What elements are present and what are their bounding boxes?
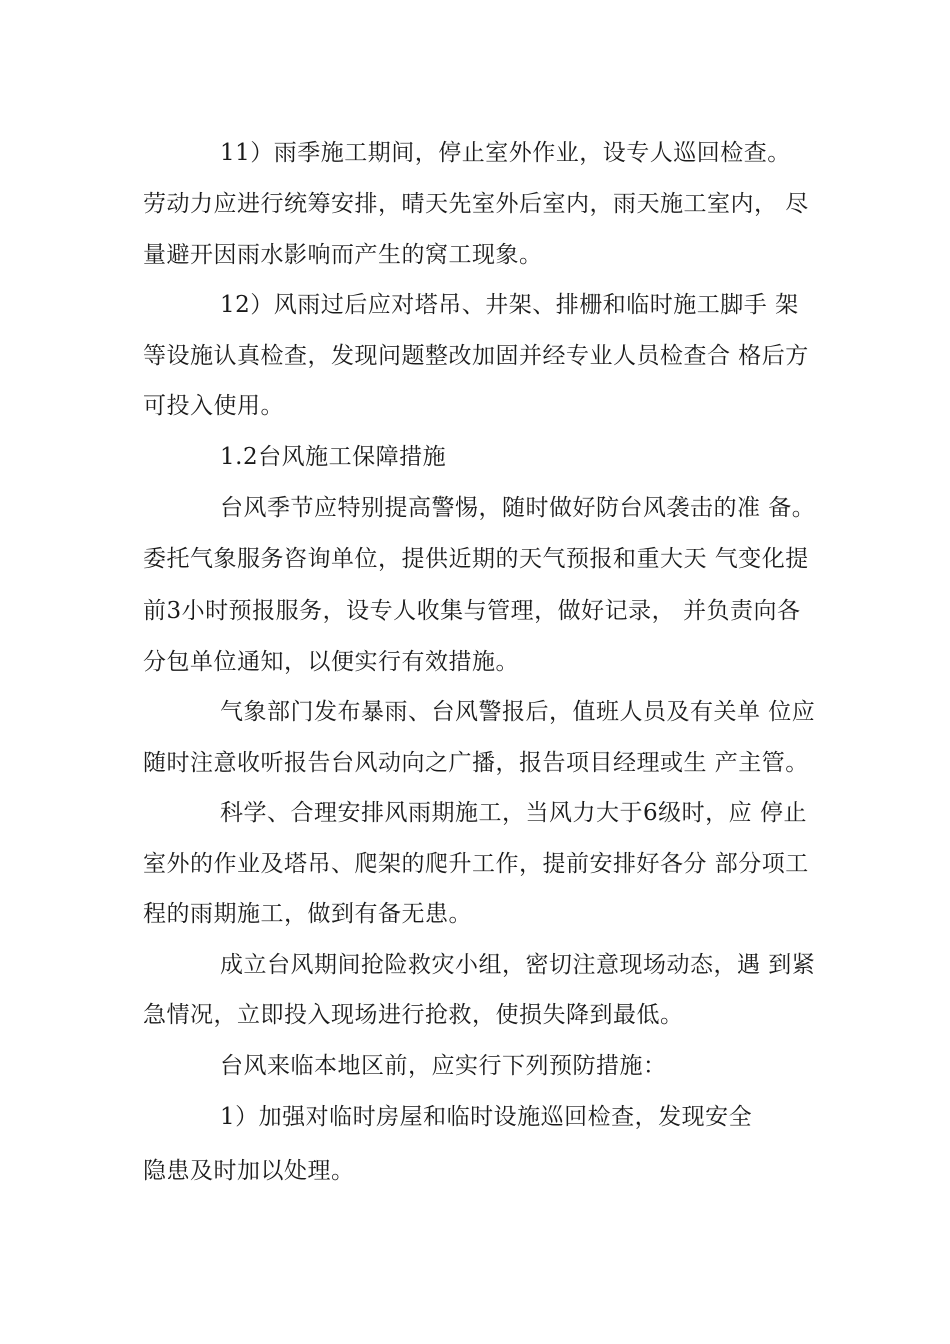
text-line: 程的雨期施工，做到有备无患。 <box>143 901 472 927</box>
text-line: 成立台风期间抢险救灾小组，密切注意现场动态，遇 到紧 <box>220 952 816 978</box>
text-line: 等设施认真检查，发现问题整改加固并经专业人员检查合 格后方 <box>143 343 809 369</box>
text-line: 1）加强对临时房屋和临时设施巡回检查，发现安全 <box>220 1104 753 1130</box>
text-line: 11）雨季施工期间，停止室外作业，设专人巡回检查。 <box>220 140 791 166</box>
text-line: 室外的作业及塔吊、爬架的爬升工作，提前安排好各分 部分项工 <box>143 851 809 877</box>
text-line: 前3小时预报服务，设专人收集与管理，做好记录， 并负责向各 <box>143 598 801 624</box>
text-line: 分包单位通知，以便实行有效措施。 <box>143 649 519 675</box>
text-line: 可投入使用。 <box>143 393 284 419</box>
text-line: 量避开因雨水影响而产生的窝工现象。 <box>143 242 543 268</box>
text-line: 委托气象服务咨询单位，提供近期的天气预报和重大天 气变化提 <box>143 546 809 572</box>
text-line: 气象部门发布暴雨、台风警报后，值班人员及有关单 位应 <box>220 699 816 725</box>
text-line: 隐患及时加以处理。 <box>143 1158 355 1184</box>
text-line: 急情况，立即投入现场进行抢救，使损失降到最低。 <box>143 1002 684 1028</box>
text-line: 劳动力应进行统筹安排，晴天先室外后室内，雨天施工室内， 尽 <box>143 191 809 217</box>
text-line: 台风季节应特别提高警惕，随时做好防台风袭击的准 备。 <box>220 495 816 521</box>
text-line: 台风来临本地区前，应实行下列预防措施： <box>220 1053 667 1079</box>
text-line: 科学、合理安排风雨期施工，当风力大于6级时，应 停止 <box>220 800 807 826</box>
text-line: 12）风雨过后应对塔吊、井架、排栅和临时施工脚手 架 <box>220 292 799 318</box>
text-line: 随时注意收听报告台风动向之广播，报告项目经理或生 产主管。 <box>143 750 809 776</box>
section-heading: 1.2台风施工保障措施 <box>220 444 447 470</box>
